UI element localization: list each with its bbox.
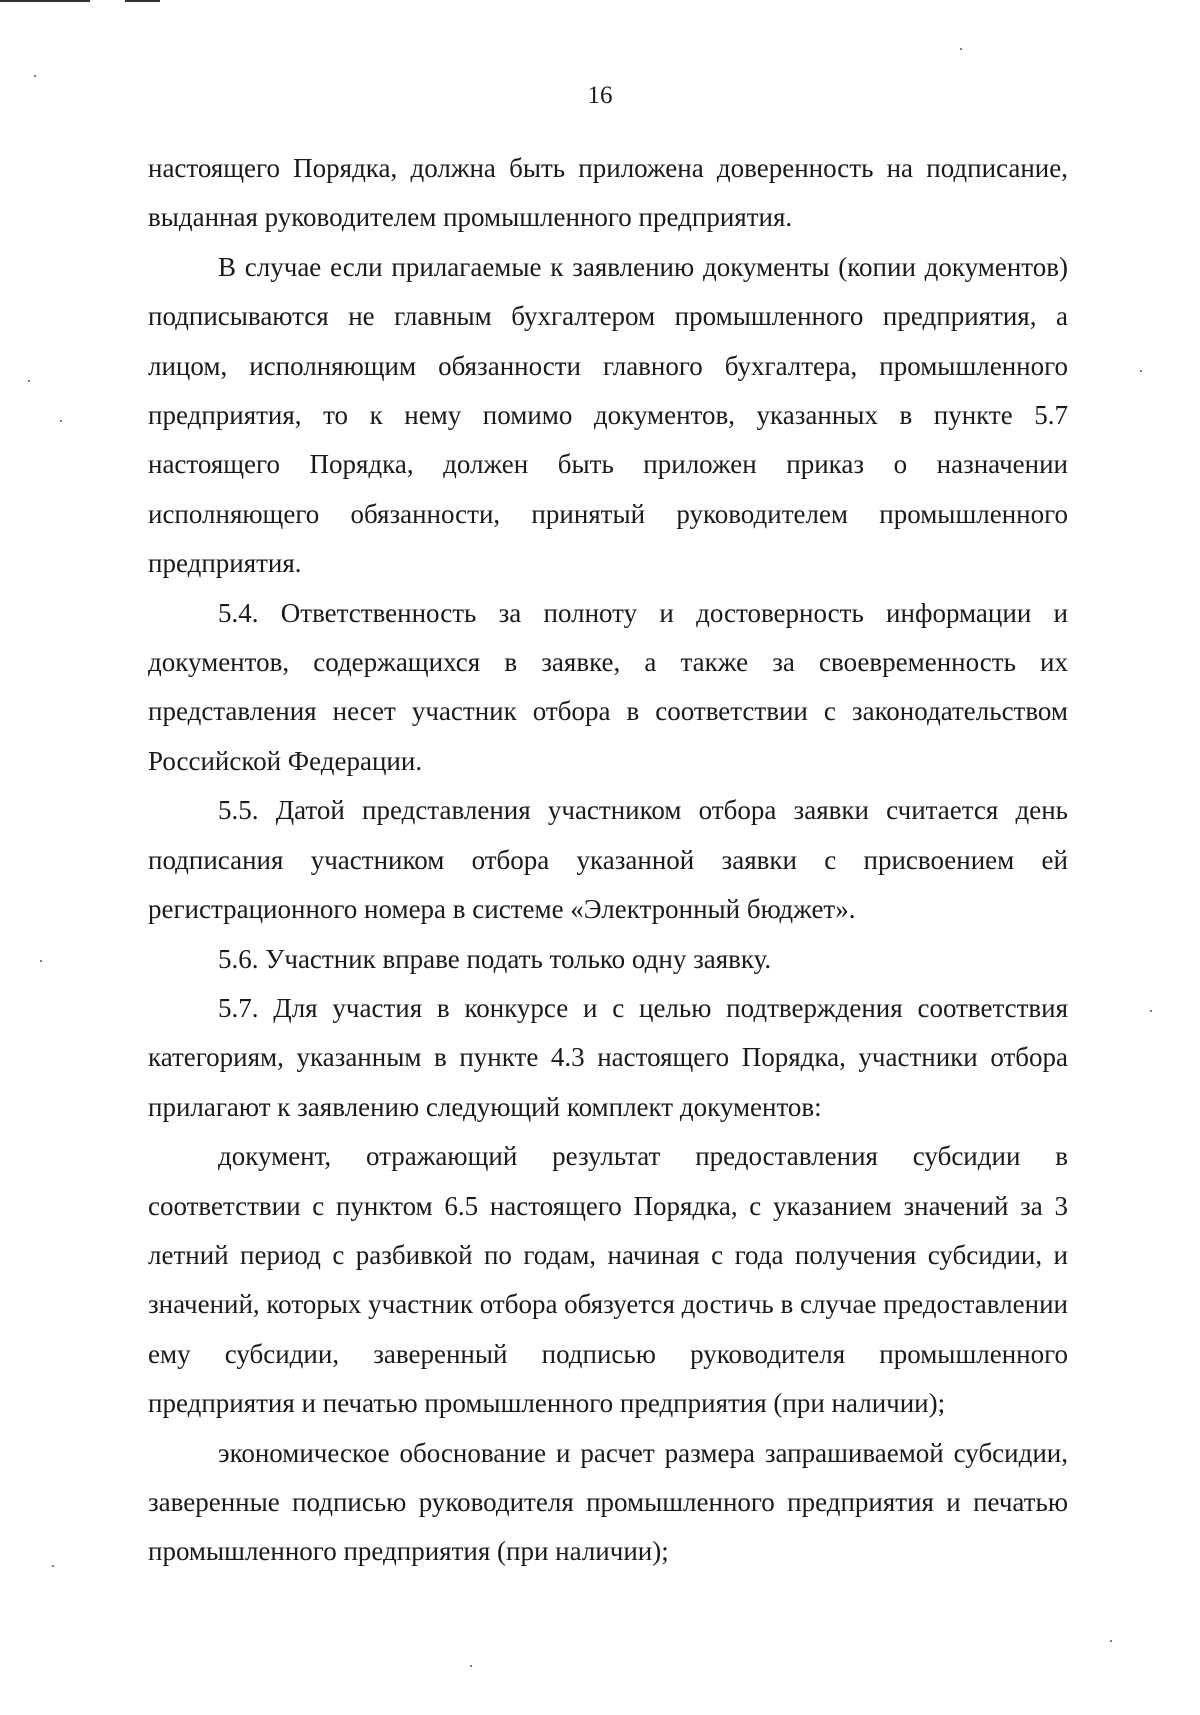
paragraph: 5.6. Участник вправе подать только одну заявку.: [218, 943, 772, 974]
document-body: [148, 144, 1068, 1577]
paragraph: 5.4. Ответственность за полноту и достоверность информации и документов, содержащихся в заявке, а также за своевременность их представления несет участник отбора в соответствии с законодательством Российской Федерации.: [148, 597, 1068, 776]
paragraph: настоящего Порядка, должна быть приложена доверенность на подписание, выданная руководителем промышленного предприятия.: [148, 153, 1068, 233]
paragraph: 5.7. Для участия в конкурсе и с целью подтверждения соответствия категориям, указанным в пункте 4.3 настоящего Порядка, участники отбора прилагают к заявлению следующий комплект документов:: [148, 992, 1068, 1122]
scan-speck: [60, 420, 62, 422]
paragraph: 5.5. Датой представления участником отбора заявки считается день подписания участником отбора указанной заявки с присвоением ей регистрационного номера в системе «Электронный бюджет».: [148, 795, 1068, 925]
scan-speck: [960, 48, 962, 50]
scan-speck: [1140, 370, 1142, 372]
scan-speck: [470, 1665, 472, 1667]
scan-edge-mark: [125, 0, 160, 2]
scan-speck: [1110, 1640, 1112, 1642]
scan-edge-mark: [0, 0, 90, 2]
scan-speck: [34, 75, 36, 77]
paragraph: В случае если прилагаемые к заявлению документы (копии документов) подписываются не главным бухгалтером промышленного предприятия, а лицом, исполняющим обязанности главного бухгалтера, промышленного предприятия, то к нему помимо документов, указанных в пункте 5.7 настоящего Порядка, должен быть приложен приказ о назначении исполняющего обязанности, принятый руководителем промышленного предприятия.: [148, 251, 1068, 579]
scan-speck: [40, 960, 42, 962]
scan-speck: [1150, 1010, 1152, 1012]
paragraph: документ, отражающий результат предоставления субсидии в соответствии с пунктом 6.5 настоящего Порядка, с указанием значений за 3 летний период с разбивкой по годам, начиная с года получения субсидии, и значений, которых участник отбора обязуется достичь в случае предоставлении ему субсидии, заверенный подписью руководителя промышленного предприятия и печатью промышленного предприятия (при наличии);: [148, 1141, 1068, 1419]
paragraph: экономическое обоснование и расчет размера запрашиваемой субсидии, заверенные подписью руководителя промышленного предприятия и печатью промышленного предприятия (при наличии);: [148, 1437, 1068, 1567]
scan-speck: [28, 380, 30, 382]
scan-speck: [52, 1565, 54, 1567]
page-number: 16: [587, 82, 613, 109]
